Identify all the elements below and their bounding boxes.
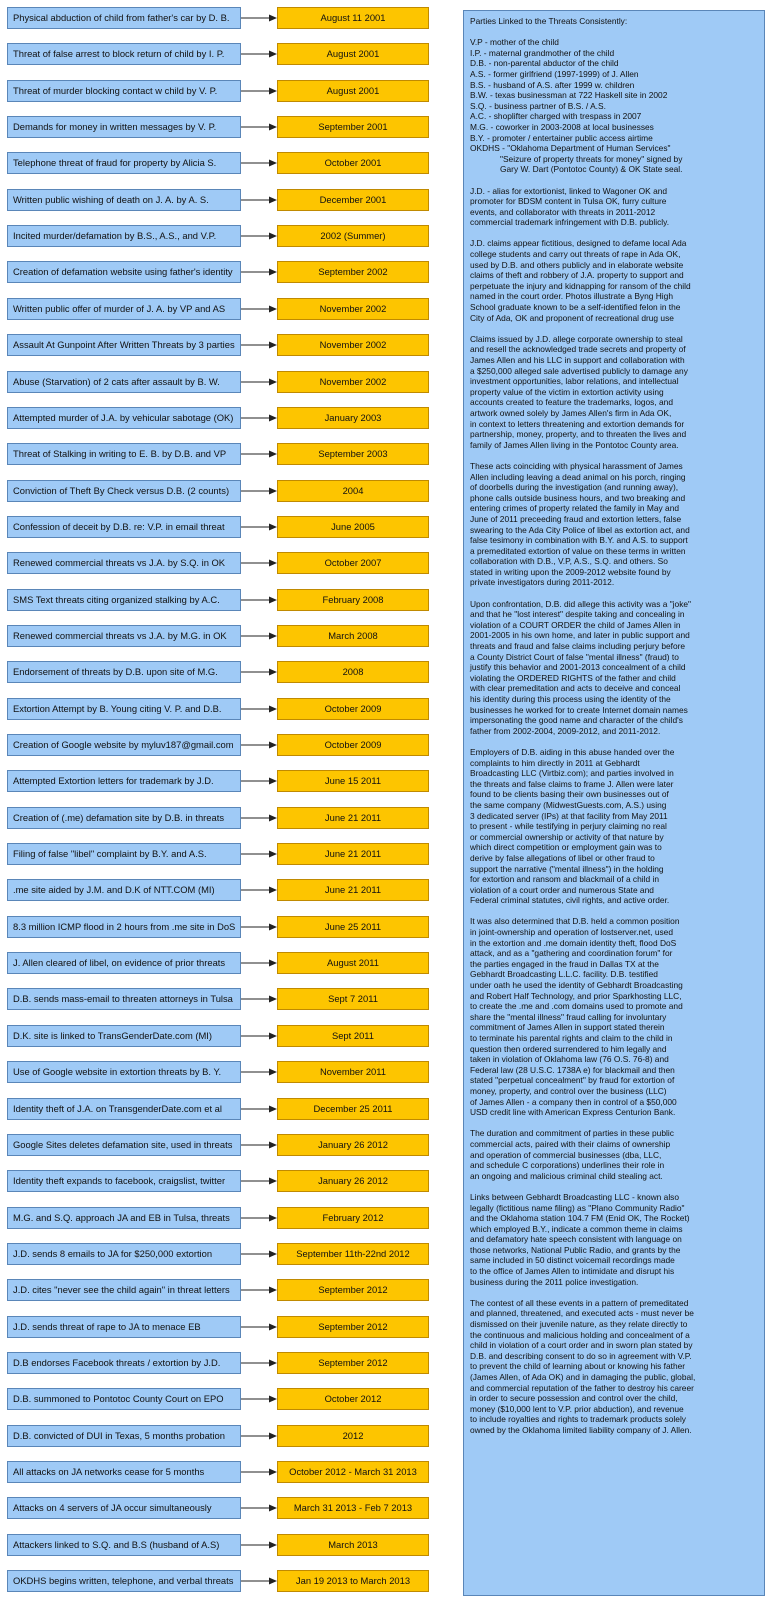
arrow-right-icon — [241, 377, 277, 387]
date-box: Jan 19 2013 to March 2013 — [277, 1570, 429, 1592]
arrow-right-icon — [241, 1540, 277, 1550]
date-box: Sept 7 2011 — [277, 988, 429, 1010]
date-box: October 2009 — [277, 698, 429, 720]
arrow-right-icon — [241, 486, 277, 496]
arrow-right-icon — [241, 1067, 277, 1077]
date-box: October 2007 — [277, 552, 429, 574]
event-box: D.B. sends mass-email to threaten attorneys in Tulsa — [7, 988, 241, 1010]
event-box: All attacks on JA networks cease for 5 months — [7, 1461, 241, 1483]
arrow-right-icon — [241, 1285, 277, 1295]
arrow-right-icon — [241, 813, 277, 823]
date-box: 2008 — [277, 661, 429, 683]
panel-paragraph: Employers of D.B. aiding in this abuse handed over the complaints to him directly in 2011 at Gebhardt Broadcasting LLC (Virtbiz.com); and parties involved in the threats and false claims to frame J. Allen were later found to be clients basing their own businesses out of the same company (MidwestGuests.com, A.S.) using 3 dedicated server (IPs) at that facility from May 2011 to present - while testifying in perjury claiming no real or commercial ownership or activity of that nature by which direct competition or employment gain was to derive by false allegations of libel or other fraud to support the narrative ("mental illness") in the holding for extortion and ransom and blackmail of a child in violation of a court order and numerous State and Federal criminal statutes, civil rights, and active order. — [470, 746, 675, 906]
event-box: M.G. and S.Q. approach JA and EB in Tulsa, threats — [7, 1207, 241, 1229]
arrow-right-icon — [241, 1104, 277, 1114]
arrow-right-icon — [241, 231, 277, 241]
panel-paragraph: Claims issued by J.D. allege corporate ownership to steal and resell the acknowledged trade secrets and property of James Allen and his LLC in support and collaboration with a $250,000 alleged sale advertised publicly to damage any investment opportunities, labor relations, and intellectual property value of the victim in extortion activity using accounts created to feature the trademarks, logos, and artwork owned solely by James Allen's firm in Ada OK, in context to letters threatening and extortion demands for partnership, money, property, and to threaten the lives and family of James Allen living in the Pontotoc County area. — [470, 333, 688, 450]
event-box: SMS Text threats citing organized stalking by A.C. — [7, 589, 241, 611]
event-box: .me site aided by J.M. and D.K of NTT.COM (MI) — [7, 879, 241, 901]
panel-paragraph: The contest of all these events in a pattern of premeditated and planned, threatened, and executed acts - must never be dismissed on their juvenile nature, as they relate directly to the continuous and malicious holding and concealment of a child in violation of a court order and in sworn plan stated by D.B. and describing consent to do so in agreement with V.P. to prevent the child of learning about or knowing his father (James Allen, of Ada OK) and in damaging the public, global, and commercial reputation of the father to destroy his career in order to secure possession and control over the child, money ($10,000 lent to V.P. prior abduction), and revenue to include royalties and rights to trademark products solely owned by the Oklahoma limited liability company of J. Allen. — [470, 1297, 696, 1435]
arrow-right-icon — [241, 1394, 277, 1404]
arrow-right-icon — [241, 558, 277, 568]
arrow-right-icon — [241, 413, 277, 423]
event-box: Renewed commercial threats vs J.A. by M.G. in OK — [7, 625, 241, 647]
event-box: Renewed commercial threats vs J.A. by S.Q. in OK — [7, 552, 241, 574]
arrow-right-icon — [241, 1213, 277, 1223]
event-box: Use of Google website in extortion threats by B. Y. — [7, 1061, 241, 1083]
panel-paragraph: These acts coinciding with physical harassment of James Allen including leaving a dead animal on his porch, ringing of doorbells during the investigation (and running away), phone calls outside business hours, and two breaking and entering crimes of property related the family in May and June of 2011 preceeding fraud and extortion letters, false swearing to the Ada City Police of libel as extortion act, and false tesimony in combination with B.Y. and A.S. to support a premeditated extortion of value on these terms in written collaboration with D.B., V.P, A.S., S.Q. and others. So stated in writing upon the 2009-2012 website found by private investigators during 2011-2012. — [470, 460, 690, 588]
event-box: D.K. site is linked to TransGenderDate.com (MI) — [7, 1025, 241, 1047]
arrow-right-icon — [241, 49, 277, 59]
event-box: J.D. cites "never see the child again" in threat letters — [7, 1279, 241, 1301]
arrow-right-icon — [241, 195, 277, 205]
event-box: Identity theft expands to facebook, craigslist, twitter — [7, 1170, 241, 1192]
date-box: November 2002 — [277, 298, 429, 320]
arrow-right-icon — [241, 667, 277, 677]
date-box: 2002 (Summer) — [277, 225, 429, 247]
arrow-right-icon — [241, 522, 277, 532]
date-box: August 2011 — [277, 952, 429, 974]
date-box: 2004 — [277, 480, 429, 502]
date-box: December 25 2011 — [277, 1098, 429, 1120]
arrow-right-icon — [241, 1322, 277, 1332]
arrow-right-icon — [241, 994, 277, 1004]
event-box: J. Allen cleared of libel, on evidence of prior threats — [7, 952, 241, 974]
arrow-right-icon — [241, 1140, 277, 1150]
arrow-right-icon — [241, 740, 277, 750]
date-box: October 2012 — [277, 1388, 429, 1410]
arrow-right-icon — [241, 158, 277, 168]
date-box: January 26 2012 — [277, 1170, 429, 1192]
panel-paragraph: Links between Gebhardt Broadcasting LLC - known also legally (fictitious name filing) as "Plano Community Radio" and the Oklahoma station 104.7 FM (Enid OK, The Rocket) which employed B.Y., indicate a common theme in claims and defamatory hate speech consistent with language on those networks, National Public Radio, and grants by the same included in 50 distinct voicemail recordings made to the office of James Allen to intimidate and disrupt his business during the 2011 police investigation. — [470, 1191, 690, 1287]
arrow-right-icon — [241, 704, 277, 714]
panel-paragraph: J.D. claims appear fictitious, designed to defame local Ada college students and carry out threats of rape in Ada OK, used by D.B. and others publicly and in elaborate website claims of theft and robbery of J.A. property to support and perpetuate the injury and kidnapping for ransom of the child named in the court order. Photos illustrate a Byng High School graduate known to be a self-identified felon in the City of Ada, OK and proponent of recreational drug use — [470, 238, 691, 323]
event-box: Confession of deceit by D.B. re: V.P. in email threat — [7, 516, 241, 538]
event-box: Google Sites deletes defamation site, used in threats — [7, 1134, 241, 1156]
event-box: Creation of defamation website using father's identity — [7, 261, 241, 283]
panel-paragraph: Upon confrontation, D.B. did allege this activity was a "joke" and that he "lost interest" despite taking and concealing in violation of a COURT ORDER the child of James Allen in 2001-2005 in his own home, and later in public support and threats and fraud and false claims including perjury before a County District Court of false "mental illness" (fraud) to justify this behavior and 2001-2013 concealment of a child violating the ORDERED RIGHTS of the father and child with clear premeditation and acts to deceive and conceal his identity during this process using the identity of the businesses he worked for to create Internet domain names impersonating the good name and character of the child's father from 2002-2004, 2009-2012, and 2011-2012. — [470, 598, 692, 736]
date-box: September 11th-22nd 2012 — [277, 1243, 429, 1265]
date-box: December 2001 — [277, 189, 429, 211]
arrow-right-icon — [241, 449, 277, 459]
arrow-right-icon — [241, 340, 277, 350]
arrow-right-icon — [241, 1431, 277, 1441]
date-box: October 2012 - March 31 2013 — [277, 1461, 429, 1483]
arrow-right-icon — [241, 1576, 277, 1586]
date-box: June 21 2011 — [277, 879, 429, 901]
date-box: March 2013 — [277, 1534, 429, 1556]
arrow-right-icon — [241, 849, 277, 859]
date-box: June 25 2011 — [277, 916, 429, 938]
date-box: August 2001 — [277, 80, 429, 102]
event-box: Attackers linked to S.Q. and B.S (husband of A.S) — [7, 1534, 241, 1556]
event-box: Demands for money in written messages by V. P. — [7, 116, 241, 138]
date-box: September 2001 — [277, 116, 429, 138]
arrow-right-icon — [241, 1358, 277, 1368]
parties-list: V.P - mother of the child I.P. - maternal grandmother of the child D.B. - non-parental abductor of the child A.S. - former girlfriend (1997-1999) of J. Allen B.S. - husband of A.S. after 1999 w. children B.W. - texas businessman at 722 Haskell site in 2002 S.Q. - business partner of B.S. / A.S. A.C. - shoplifter charged with trespass in 2007 M.G. - coworker in 2003-2008 at local businesses B.Y. - promoter / entertainer public access airtime OKDHS - "Oklahoma Department of Human Services" — [470, 37, 671, 154]
event-box: Written public wishing of death on J. A. by A. S. — [7, 189, 241, 211]
date-box: August 2001 — [277, 43, 429, 65]
arrow-right-icon — [241, 1249, 277, 1259]
event-box: Threat of false arrest to block return of child by I. P. — [7, 43, 241, 65]
date-box: March 31 2013 - Feb 7 2013 — [277, 1497, 429, 1519]
event-box: Attacks on 4 servers of JA occur simultaneously — [7, 1497, 241, 1519]
date-box: September 2003 — [277, 443, 429, 465]
date-box: February 2012 — [277, 1207, 429, 1229]
event-box: Assault At Gunpoint After Written Threats by 3 parties — [7, 334, 241, 356]
event-box: Identity theft of J.A. on TransgenderDate.com et al — [7, 1098, 241, 1120]
date-box: October 2009 — [277, 734, 429, 756]
date-box: June 15 2011 — [277, 770, 429, 792]
date-box: 2012 — [277, 1425, 429, 1447]
date-box: November 2011 — [277, 1061, 429, 1083]
arrow-right-icon — [241, 267, 277, 277]
arrow-right-icon — [241, 631, 277, 641]
event-box: Incited murder/defamation by B.S., A.S., and V.P. — [7, 225, 241, 247]
event-box: D.B. convicted of DUI in Texas, 5 months probation — [7, 1425, 241, 1447]
date-box: September 2012 — [277, 1316, 429, 1338]
date-box: January 2003 — [277, 407, 429, 429]
arrow-right-icon — [241, 776, 277, 786]
date-box: September 2012 — [277, 1352, 429, 1374]
event-box: J.D. sends 8 emails to JA for $250,000 extortion — [7, 1243, 241, 1265]
date-box: January 26 2012 — [277, 1134, 429, 1156]
parties-heading: Parties Linked to the Threats Consistently: — [470, 16, 628, 26]
okdhs-note: "Seizure of property threats for money" signed by Gary W. Dart (Pontotoc County) & OK State seal. — [500, 153, 683, 175]
arrow-right-icon — [241, 13, 277, 23]
date-box: February 2008 — [277, 589, 429, 611]
arrow-right-icon — [241, 958, 277, 968]
date-box: November 2002 — [277, 334, 429, 356]
date-box: Sept 2011 — [277, 1025, 429, 1047]
arrow-right-icon — [241, 885, 277, 895]
arrow-right-icon — [241, 595, 277, 605]
date-box: June 21 2011 — [277, 807, 429, 829]
event-box: Filing of false "libel" complaint by B.Y. and A.S. — [7, 843, 241, 865]
event-box: D.B endorses Facebook threats / extortion by J.D. — [7, 1352, 241, 1374]
arrow-right-icon — [241, 1503, 277, 1513]
event-box: J.D. sends threat of rape to JA to menace EB — [7, 1316, 241, 1338]
event-box: Threat of Stalking in writing to E. B. by D.B. and VP — [7, 443, 241, 465]
event-box: D.B. summoned to Pontotoc County Court on EPO — [7, 1388, 241, 1410]
event-box: Threat of murder blocking contact w child by V. P. — [7, 80, 241, 102]
arrow-right-icon — [241, 1467, 277, 1477]
date-box: March 2008 — [277, 625, 429, 647]
panel-paragraph: It was also determined that D.B. held a common position in joint-ownership and operation of lostserver.net, used in the extortion and .me domain identity theft, flood DoS attack, and as a "gathering and coordination forum" for the parties engaged in the fraud in Dallas TX at the Gebhardt Broadcasting L.L.C. facility. D.B. testified under oath he used the identity of Gebhardt Broadcasting and Robert Half Technology, and prior Sparkhosting LLC, to create the .me and .com domains used to promote and share the "mental illness" fraud calling for involuntary commitment of James Allen in support stated therein to terminate his parental rights and claim to the child in question then ordered surrendered to him legally and taken in violation of Oklahoma law (76 O.S. 76-8) and Federal law (28 U.S.C. 1738A e) for blackmail and then stated "perpetual concealment" by fraud for extortion of money, property, and control over the business (LLC) of James Allen - a company then in control of a $50,000 USD credit line with American Express Centurion Bank. — [470, 916, 683, 1118]
event-box: Telephone threat of fraud for property by Alicia S. — [7, 152, 241, 174]
event-box: Endorsement of threats by D.B. upon site of M.G. — [7, 661, 241, 683]
event-box: Written public offer of murder of J. A. by VP and AS — [7, 298, 241, 320]
event-box: 8.3 million ICMP flood in 2 hours from .me site in DoS — [7, 916, 241, 938]
arrow-right-icon — [241, 1176, 277, 1186]
event-box: Creation of (.me) defamation site by D.B. in threats — [7, 807, 241, 829]
arrow-right-icon — [241, 922, 277, 932]
event-box: Abuse (Starvation) of 2 cats after assault by B. W. — [7, 371, 241, 393]
arrow-right-icon — [241, 304, 277, 314]
panel-paragraph: J.D. - alias for extortionist, linked to Wagoner OK and promoter for BDSM content in Tulsa OK, furry culture events, and collaborator with threats in 2011-2012 commercial trademark infringement with D.B. publicly. — [470, 185, 670, 228]
date-box: September 2002 — [277, 261, 429, 283]
event-box: Attempted Extortion letters for trademark by J.D. — [7, 770, 241, 792]
event-box: Creation of Google website by myluv187@gmail.com — [7, 734, 241, 756]
date-box: September 2012 — [277, 1279, 429, 1301]
date-box: August 11 2001 — [277, 7, 429, 29]
date-box: June 2005 — [277, 516, 429, 538]
arrow-right-icon — [241, 86, 277, 96]
parties-panel — [463, 10, 765, 1596]
event-box: Attempted murder of J.A. by vehicular sabotage (OK) — [7, 407, 241, 429]
panel-paragraph: The duration and commitment of parties in these public commercial acts, paired with their claims of ownership and operation of commercial businesses (dba, LLC, and schedule C corporations) underlines their role in an ongoing and malicious criminal child stealing act. — [470, 1128, 674, 1181]
date-box: November 2002 — [277, 371, 429, 393]
event-box: Extortion Attempt by B. Young citing V. P. and D.B. — [7, 698, 241, 720]
event-box: Physical abduction of child from father's car by D. B. — [7, 7, 241, 29]
date-box: June 21 2011 — [277, 843, 429, 865]
arrow-right-icon — [241, 1031, 277, 1041]
arrow-right-icon — [241, 122, 277, 132]
date-box: October 2001 — [277, 152, 429, 174]
event-box: Conviction of Theft By Check versus D.B. (2 counts) — [7, 480, 241, 502]
event-box: OKDHS begins written, telephone, and verbal threats — [7, 1570, 241, 1592]
